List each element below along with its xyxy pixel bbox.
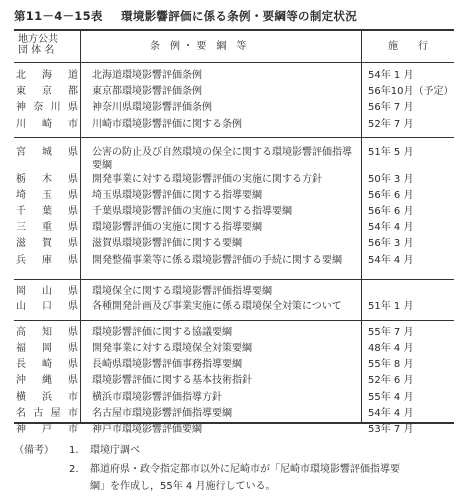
ordinance-name: 北海道環境影響評価条例 [92, 70, 202, 81]
ordinance-name: 開発事業に対する環境保全対策要綱 [92, 343, 252, 354]
region-name: 沖縄県 [16, 375, 78, 386]
region-name: 北海道 [16, 70, 78, 81]
enforcement-date: 56年 6 月 [368, 190, 414, 201]
enforcement-date: 52年 6 月 [368, 375, 414, 386]
region-name: 千葉県 [16, 206, 78, 217]
region-name: 東京都 [16, 86, 78, 97]
ordinance-name: 千葉県環境影響評価の実施に関する指導要綱 [92, 206, 292, 217]
ordinance-name: 神戸市環境影響評価要綱 [92, 424, 202, 435]
enforcement-date: 51年 1 月 [368, 301, 414, 312]
ordinance-name: 各種開発計画及び事業実施に係る環境保全対策について [92, 301, 342, 312]
region-name: 滋賀県 [16, 238, 78, 249]
ordinance-name: 横浜市環境影響評価指導方針 [92, 392, 222, 403]
enforcement-date: 56年 6 月 [368, 206, 414, 217]
region-name: 高知県 [16, 327, 78, 338]
column-separator [80, 30, 81, 422]
header-content: 条 例 ・ 要 綱 等 [150, 41, 247, 52]
ordinance-name: 開発事業に対する環境影響評価の実施に関する方針 [92, 174, 322, 185]
table-title-text: 環境影響評価に係る条例・要綱等の制定状況 [121, 9, 358, 23]
ordinance-name: 公害の防止及び自然環境の保全に関する環境影響評価指導要綱 [92, 147, 352, 171]
note-number: 1. [69, 445, 79, 456]
region-name: 三重県 [16, 222, 78, 233]
ordinance-name: 神奈川県環境影響評価条例 [92, 102, 212, 113]
ordinance-name: 長崎県環境影響評価事務指導要綱 [92, 359, 242, 370]
enforcement-date: 55年 4 月 [368, 392, 414, 403]
region-name: 名古屋市 [16, 408, 78, 419]
ordinance-name: 埼玉県環境影響評価に関する指導要綱 [92, 190, 262, 201]
enforcement-date: 55年 7 月 [368, 327, 414, 338]
note-number: 2. [69, 464, 79, 475]
enforcement-date: 54年 4 月 [368, 222, 414, 233]
region-name: 埼玉県 [16, 190, 78, 201]
column-separator [361, 30, 362, 422]
enforcement-date: 54年 4 月 [368, 255, 414, 266]
enforcement-date: 56年10月（予定） [368, 86, 454, 97]
note-text: 環境庁調べ [90, 445, 140, 456]
region-name: 横浜市 [16, 392, 78, 403]
ordinance-name: 川崎市環境影響評価に関する条例 [92, 119, 242, 130]
enforcement-date: 56年 3 月 [368, 238, 414, 249]
region-name: 宮城県 [16, 147, 78, 158]
table-number: 第11－4－15表 [14, 9, 103, 23]
ordinance-name: 環境影響評価に関する基本技術指針 [92, 375, 252, 386]
enforcement-date: 48年 4 月 [368, 343, 414, 354]
enforcement-date: 53年 7 月 [368, 424, 414, 435]
enforcement-date: 50年 3 月 [368, 174, 414, 185]
header-region: 地方公共 団 体 名 [18, 34, 58, 56]
ordinance-name: 滋賀県環境影響評価に関する要綱 [92, 238, 242, 249]
ordinance-name: 名古屋市環境影響評価指導要綱 [92, 408, 232, 419]
ordinance-name: 環境影響評価に関する協議要綱 [92, 327, 232, 338]
enforcement-date: 54年 4 月 [368, 408, 414, 419]
ordinance-name: 開発整備事業等に係る環境影響評価の手続に関する要綱 [92, 255, 342, 266]
header-date: 施 行 [388, 41, 428, 52]
enforcement-date: 52年 7 月 [368, 119, 414, 130]
region-name: 岡山県 [16, 286, 78, 297]
region-name: 兵庫県 [16, 255, 78, 266]
region-name: 福岡県 [16, 343, 78, 354]
region-name: 川崎市 [16, 119, 78, 130]
notes-label: （備考） [14, 445, 54, 456]
enforcement-date: 54年 1 月 [368, 70, 414, 81]
ordinance-name: 環境保全に関する環境影響評価指導要綱 [92, 286, 272, 297]
region-name: 神奈川県 [16, 102, 78, 113]
note-text: 都道府県・政令指定都市以外に尼崎市が「尼崎市環境影響評価指導要 [90, 464, 400, 475]
region-name: 神戸市 [16, 424, 78, 435]
ordinance-name: 環境影響評価の実施に関する指導要綱 [92, 222, 262, 233]
enforcement-date: 56年 7 月 [368, 102, 414, 113]
region-name: 山口県 [16, 301, 78, 312]
ordinance-name: 東京都環境影響評価条例 [92, 86, 202, 97]
enforcement-date: 55年 8 月 [368, 359, 414, 370]
region-name: 栃木県 [16, 174, 78, 185]
enforcement-date: 51年 5 月 [368, 147, 414, 158]
note-text: 綱」を作成し，55年 4 月施行している。 [90, 481, 276, 492]
table-title [14, 8, 357, 24]
region-name: 長崎県 [16, 359, 78, 370]
